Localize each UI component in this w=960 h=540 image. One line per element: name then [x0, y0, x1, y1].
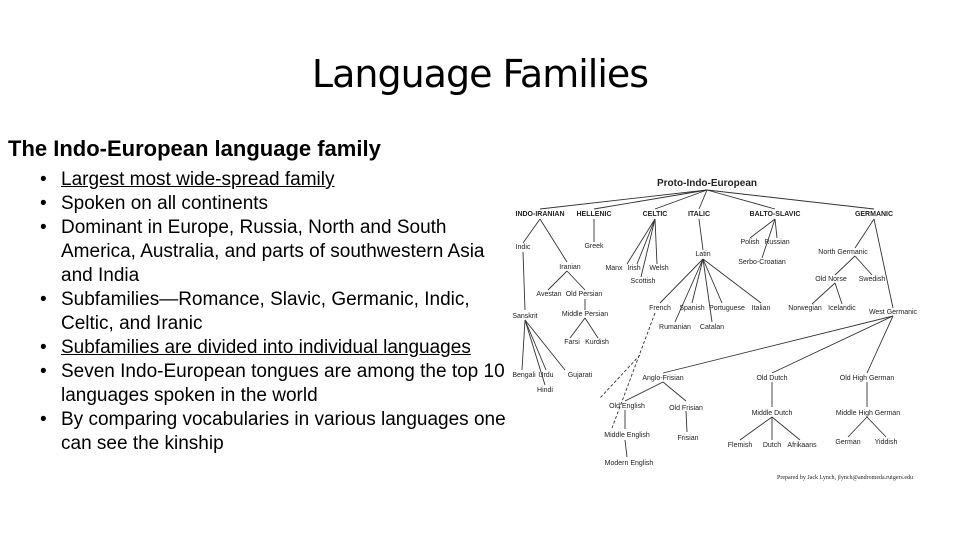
tree-language-label: Middle High German: [835, 410, 901, 417]
tree-language-label: Old English: [609, 403, 645, 410]
tree-language-label: Italian: [751, 305, 771, 312]
tree-language-label: Scottish: [630, 278, 656, 285]
tree-language-label: Old Norse: [815, 276, 847, 283]
tree-language-label: Iranian: [559, 264, 581, 271]
tree-language-label: Avestan: [536, 291, 562, 298]
tree-language-label: Frisian: [677, 435, 699, 442]
tree-language-label: Middle Dutch: [751, 410, 793, 417]
tree-language-label: Anglo-Frisian: [642, 375, 684, 382]
tree-language-label: Polish: [740, 239, 760, 246]
tree-language-label: Manx: [605, 265, 623, 272]
tree-family-label: BALTO-SLAVIC: [749, 211, 801, 218]
tree-language-label: Swedish: [858, 276, 886, 283]
tree-credit-text: Prepared by Jack Lynch, jlynch@andromeda.rutgers.edu: [777, 475, 913, 481]
tree-language-label: Kurdish: [585, 339, 609, 346]
tree-language-label: Flemish: [727, 442, 753, 449]
tree-family-label: CELTIC: [642, 211, 668, 218]
bullet-text: Subfamilies—Romance, Slavic, Germanic, Indic, Celtic, and Iranic: [61, 289, 470, 334]
tree-language-label: Old High German: [839, 375, 895, 382]
tree-language-label: Modern English: [604, 460, 654, 467]
tree-language-label: Dutch: [762, 442, 782, 449]
tree-language-label: Farsi: [564, 339, 580, 346]
tree-language-label: Catalan: [699, 324, 725, 331]
bullet-text: Seven Indo-European tongues are among the top 10 languages spoken in the world: [61, 361, 505, 406]
tree-language-label: Welsh: [649, 265, 669, 272]
tree-family-label: INDO-IRANIAN: [515, 211, 565, 218]
tree-language-label: Middle Persian: [561, 311, 609, 318]
tree-language-label: Hindi: [537, 387, 553, 394]
bullet-text: Spoken on all continents: [61, 193, 269, 214]
tree-language-label: Russian: [764, 239, 790, 246]
tree-family-label: ITALIC: [687, 211, 711, 218]
tree-language-label: North Germanic: [818, 249, 868, 256]
tree-language-label: German: [835, 439, 861, 446]
tree-root-label: Proto-Indo-European: [657, 178, 757, 189]
bullet-text: Largest most wide-spread family: [61, 169, 335, 190]
tree-language-label: Sanskrit: [512, 313, 538, 320]
tree-language-label: Spanish: [679, 305, 705, 312]
tree-language-label: Indic: [515, 244, 531, 251]
tree-language-label: Afrikaans: [787, 442, 817, 449]
tree-language-label: Urdu: [538, 372, 554, 379]
tree-language-label: Norwegian: [788, 305, 822, 312]
tree-family-label: GERMANIC: [854, 211, 894, 218]
tree-language-label: Yiddish: [874, 439, 898, 446]
slide-title: Language Families: [311, 52, 649, 96]
tree-language-label: West Germanic: [868, 309, 918, 316]
tree-family-label: HELLENIC: [576, 211, 612, 218]
bullet-text: Dominant in Europe, Russia, North and South America, Australia, and parts of southwestern Asia and India: [61, 217, 485, 286]
tree-language-label: Old Dutch: [756, 375, 788, 382]
tree-language-label: Icelandic: [828, 305, 856, 312]
tree-language-label: Middle English: [604, 432, 650, 439]
tree-language-label: Gujarati: [567, 372, 593, 379]
bullet-text: By comparing vocabularies in various languages one can see the kinship: [61, 409, 506, 454]
tree-language-label: Serbo-Croatian: [738, 259, 786, 266]
tree-language-label: French: [649, 305, 671, 312]
tree-language-label: Latin: [695, 251, 711, 258]
tree-language-label: Irish: [627, 265, 641, 272]
tree-language-label: Portuguese: [709, 305, 745, 312]
tree-language-label: Bengali: [512, 372, 536, 379]
tree-language-label: Old Persian: [565, 291, 603, 298]
slide-subtitle: The Indo-European language family: [8, 136, 381, 161]
bullet-text: Subfamilies are divided into individual languages: [61, 337, 471, 358]
tree-language-label: Rumanian: [659, 324, 691, 331]
tree-language-label: Old Frisian: [669, 405, 703, 412]
tree-language-label: Greek: [584, 243, 604, 250]
